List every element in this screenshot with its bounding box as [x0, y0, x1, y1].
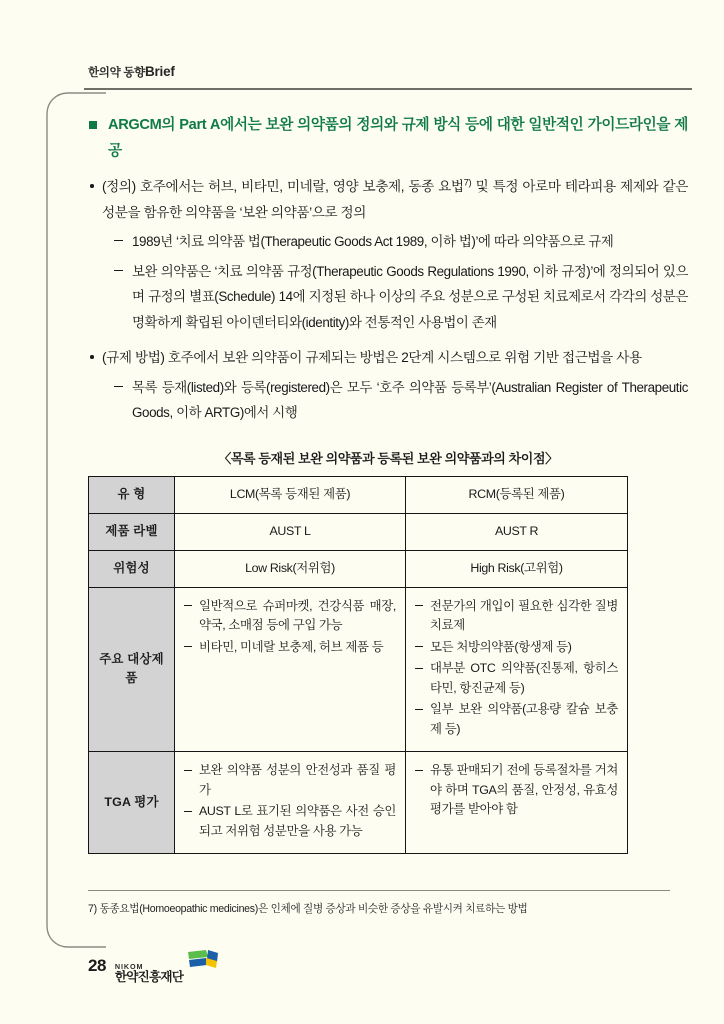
comparison-table: [88, 476, 628, 855]
dash-bullet-icon: [415, 709, 423, 710]
dash-list: [184, 761, 396, 841]
square-bullet-icon: [89, 121, 97, 129]
list-item: [184, 597, 396, 636]
list-item-text: 전문가의 개입이 필요한 심각한 질병 치료제: [430, 598, 618, 632]
list-item: [415, 597, 618, 636]
dash-bullet-icon: [114, 270, 123, 271]
cell-risk-rcm: High Risk(고위험): [406, 550, 628, 587]
cell-label-rcm: AUST R: [406, 513, 628, 550]
sub-bullet-regulations-1990-text: 보완 의약품은 ‘치료 의약품 규정(Therapeutic Goods Regulations 1990, 이하 규정)’에 정의되어 있으며 규정의 별표(Schedule) 14에 지정된 하나 이상의 주요 성분으로 구성된 치료제로서 각각의 성분은 명확하게 확립된 아이덴터티와(identity)와 전통적인 사용법이 존재: [132, 263, 688, 330]
cell-type-lcm: LCM(목록 등재된 제품): [175, 476, 406, 513]
table-row: [89, 513, 628, 550]
table-row: [89, 476, 628, 513]
table-caption: 〈목록 등재된 보완 의약품과 등록된 보완 의약품과의 차이점〉: [218, 450, 558, 466]
row-label-target-products: 주요 대상제품: [89, 587, 175, 752]
bullet-definition-text-a: (정의) 호주에서는 허브, 비타민, 미네랄, 영양 보충제, 동종 요법: [102, 179, 464, 194]
row-label-product-label: 제품 라벨: [89, 513, 175, 550]
footnote-reference: 7): [463, 177, 472, 189]
list-item: [184, 761, 396, 800]
running-head-korean: 한의약 동향: [88, 67, 145, 79]
footnote: 7) 동종요법(Homoeopathic medicines)은 인체에 질병 증상과 비슷한 증상을 유발시켜 치료하는 방법: [88, 903, 528, 915]
list-item-text: 유통 판매되기 전에 등록절차를 거쳐야 하며 TGA의 품질, 안정성, 유효성 평가를 받아야 함: [430, 763, 618, 816]
table-row: [89, 550, 628, 587]
logo-latin-text: NIKOM: [114, 962, 144, 972]
list-item-text: 모든 처방의약품(항생제 등): [430, 639, 572, 654]
bullet-definition-text-b: 및 특정 아로마 테라피용 제제와 같은 성분을 함유한 의약품을 ‘보완 의약품’으로 정의: [102, 179, 689, 220]
cell-target-lcm: [175, 587, 406, 752]
dash-bullet-icon: [415, 646, 423, 647]
sub-bullet-artg: [114, 375, 688, 426]
cell-tga-lcm: [175, 752, 406, 854]
dash-bullet-icon: [415, 605, 423, 606]
dash-list: [415, 761, 618, 820]
content-column: [88, 112, 688, 854]
section-heading: [88, 112, 688, 164]
dash-bullet-icon: [184, 811, 192, 812]
dot-bullet-icon: [90, 355, 94, 359]
running-head: [88, 64, 175, 80]
header-rule: [84, 88, 692, 90]
row-label-type: 유 형: [89, 476, 175, 513]
dash-bullet-icon: [184, 646, 192, 647]
page-footer: [88, 948, 220, 984]
list-item-text: 대부분 OTC 의약품(진통제, 항히스타민, 항진균제 등): [430, 661, 618, 695]
list-item-text: 보완 의약품 성분의 안전성과 품질 평가: [199, 763, 396, 797]
cell-type-rcm: RCM(등록된 제품): [406, 476, 628, 513]
sub-bullet-act-1989: [114, 229, 688, 255]
dash-bullet-icon: [415, 668, 423, 669]
logo-mark-icon: [186, 948, 220, 975]
cell-label-lcm: AUST L: [175, 513, 406, 550]
table-row: [89, 752, 628, 854]
logo-korean-text: 한약진흥재단: [114, 970, 184, 985]
dash-bullet-icon: [184, 770, 192, 771]
list-item-text: AUST L로 표기된 의약품은 사전 승인되고 저위험 성분만을 사용 가능: [199, 804, 396, 838]
list-item: [415, 659, 618, 698]
row-label-risk: 위험성: [89, 550, 175, 587]
list-item: [415, 700, 618, 739]
dash-bullet-icon: [114, 240, 123, 241]
sub-bullet-regulations-1990: [114, 259, 688, 336]
cell-target-rcm: [406, 587, 628, 752]
bullet-regulation-method-text: (규제 방법) 호주에서 보완 의약품이 규제되는 방법은 2단계 시스템으로 위험 기반 접근법을 사용: [102, 350, 642, 365]
list-item: [415, 638, 618, 658]
list-item-text: 일반적으로 슈퍼마켓, 건강식품 매장, 약국, 소매점 등에 구입 가능: [199, 598, 396, 632]
dash-bullet-icon: [114, 386, 123, 387]
organization-logo: [115, 948, 220, 984]
dot-bullet-icon: [90, 184, 94, 188]
list-item: [415, 761, 618, 820]
table-row: [89, 587, 628, 752]
list-item-text: 비타민, 미네랄 보충제, 허브 제품 등: [199, 639, 384, 654]
dash-bullet-icon: [184, 605, 192, 606]
row-label-tga-evaluation: TGA 평가: [89, 752, 175, 854]
cell-risk-lcm: Low Risk(저위험): [175, 550, 406, 587]
running-head-latin: Brief: [144, 64, 175, 79]
section-heading-text: ARGCM의 Part A에서는 보완 의약품의 정의와 규제 방식 등에 대한 일반적인 가이드라인을 제공: [108, 117, 688, 159]
dash-list: [184, 597, 396, 658]
sub-bullet-act-1989-text: 1989년 ‘치료 의약품 법(Therapeutic Goods Act 1989, 이하 법)’에 따라 의약품으로 규제: [132, 234, 614, 249]
page-number: 28: [88, 956, 106, 975]
footnote-rule: [88, 890, 670, 891]
list-item: [184, 638, 396, 658]
dash-list: [415, 597, 618, 740]
sub-bullet-artg-text: 목록 등재(listed)와 등록(registered)은 모두 ‘호주 의약품 등록부’(Australian Register of Therapeutic Goods, 이하 ARTG)에서 시행: [132, 379, 688, 420]
cell-tga-rcm: [406, 752, 628, 854]
bullet-regulation-method: [88, 345, 688, 371]
logo-text: [115, 963, 183, 984]
dash-bullet-icon: [415, 770, 423, 771]
list-item-text: 일부 보완 의약품(고용량 칼슘 보충제 등): [430, 702, 618, 736]
list-item: [184, 802, 396, 841]
bullet-definition: [88, 174, 688, 225]
